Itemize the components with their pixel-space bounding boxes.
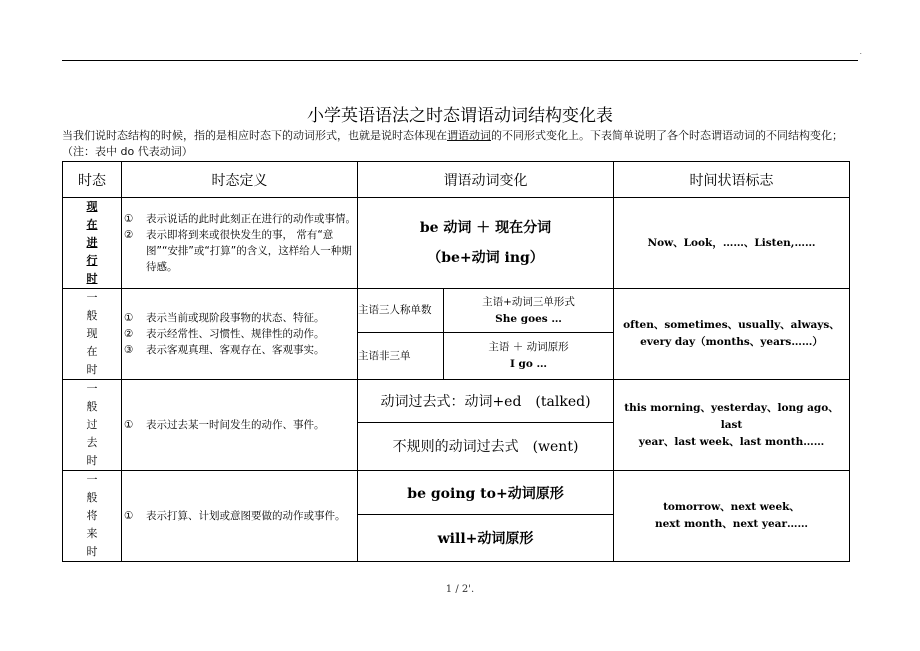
header-verb-change: 谓语动词变化 — [358, 162, 614, 198]
tense-char: 进 — [86, 236, 98, 249]
verb-change-past-irregular: 不规则的动词过去式 (went) — [358, 422, 614, 470]
item-number: ① — [124, 510, 134, 522]
definition-future — [122, 471, 358, 562]
tense-char: 一 — [86, 382, 98, 395]
tense-char: 在 — [86, 345, 98, 358]
verb-change-future-will: will+动词原形 — [358, 515, 614, 562]
adverbials-line: year、last week、last month…… — [638, 435, 825, 448]
item-text: 表示说话的此时此刻正在进行的动作或事情。 — [146, 213, 356, 225]
table-row-progressive — [63, 198, 850, 289]
definition-item — [122, 211, 357, 227]
adverbials-line: tomorrow、next week、 — [663, 501, 800, 513]
tense-label-present — [63, 289, 122, 380]
item-text: 表示即将到来或很快发生的事， 常有“意图”“安排”或“打算”的含义，这样给人一种期待感。 — [146, 229, 352, 273]
header-time-adverbials: 时间状语标志 — [614, 162, 850, 198]
tense-char: 时 — [86, 545, 98, 558]
tense-char: 般 — [86, 400, 98, 413]
tense-char: 去 — [86, 436, 98, 449]
item-text: 表示过去某一时间发生的动作、事件。 — [146, 419, 325, 431]
adverbials-future — [614, 471, 850, 562]
tense-char: 时 — [86, 363, 98, 376]
item-text: 表示打算、计划或意图要做的动作或事件。 — [146, 510, 346, 522]
corner-mark: . — [859, 46, 862, 56]
table-row-future — [63, 471, 850, 515]
tense-char: 现 — [86, 327, 98, 340]
verb-formula-note: （be+动词 ing） — [427, 250, 544, 266]
intro-text-before: 当我们说时态结构的时候，指的是相应时态下的动词形式，也就是说时态体现在 — [62, 129, 447, 142]
item-number: ③ — [124, 344, 134, 356]
definition-item — [122, 310, 357, 326]
tense-char: 般 — [86, 491, 98, 504]
verb-example: I go … — [509, 358, 548, 371]
definition-item — [122, 227, 357, 275]
tense-char: 一 — [86, 473, 98, 486]
header-definition: 时态定义 — [122, 162, 358, 198]
adverbials-line: every day（months、years……） — [640, 336, 823, 348]
tense-char: 将 — [86, 509, 98, 522]
tense-char: 来 — [86, 527, 98, 540]
subject-third-singular: 主语三人称单数 — [358, 289, 444, 333]
item-text: 表示客观真理、客观存在、客观事实。 — [146, 344, 325, 356]
item-number: ① — [124, 213, 134, 225]
tense-char: 行 — [86, 254, 98, 267]
intro-text-after: 的不同形式变化上。下表简单说明了各个时态谓语动词的不同结构变化；（注：表中 do 代表动词） — [62, 129, 843, 158]
verb-change-future-going-to: be going to+动词原形 — [358, 471, 614, 515]
header-rule — [62, 60, 858, 61]
verb-example: She goes … — [495, 312, 562, 325]
definition-item — [122, 508, 357, 524]
page-number: 1 / 2'. — [445, 584, 475, 595]
intro-underlined-term: 谓语动词 — [447, 129, 491, 142]
item-number: ① — [124, 312, 134, 324]
adverbials-present — [614, 289, 850, 380]
table-row-present — [63, 289, 850, 333]
tense-char: 在 — [86, 218, 98, 231]
adverbials-past — [614, 380, 850, 471]
verb-change-past-regular: 动词过去式：动词+ed (talked) — [358, 380, 614, 423]
item-text: 表示经常性、习惯性、规律性的动作。 — [146, 328, 325, 340]
verb-formula: 主语+动词三单形式 — [482, 295, 575, 308]
table-header-row — [63, 162, 850, 198]
verb-form-third-singular — [444, 289, 614, 333]
item-number: ① — [124, 419, 134, 431]
tense-char: 现 — [86, 200, 98, 213]
tense-label-future — [63, 471, 122, 562]
subject-non-third-singular: 主语非三单 — [358, 333, 444, 380]
verb-formula: 主语 ＋ 动词原形 — [488, 341, 569, 354]
table-row-past — [63, 380, 850, 423]
page-title: 小学英语语法之时态谓语动词结构变化表 — [307, 106, 613, 126]
tense-label-progressive — [63, 198, 122, 289]
tense-table — [62, 161, 850, 562]
adverbials-line: next month、next year…… — [654, 518, 808, 530]
verb-formula: be 动词 ＋ 现在分词 — [419, 220, 552, 236]
item-number: ② — [124, 328, 134, 340]
definition-progressive — [122, 198, 358, 289]
tense-char: 一 — [86, 291, 98, 304]
adverbials-progressive: Now、Look，……、Listen,…… — [614, 198, 850, 289]
definition-item — [122, 342, 357, 358]
item-text: 表示当前或现阶段事物的状态、特征。 — [146, 312, 325, 324]
verb-form-non-third-singular — [444, 333, 614, 380]
definition-present — [122, 289, 358, 380]
item-number: ② — [124, 229, 134, 241]
adverbials-line: this morning、yesterday、long ago、last — [624, 401, 839, 431]
definition-item — [122, 417, 357, 433]
tense-char: 时 — [86, 272, 98, 285]
adverbials-line: often、sometimes、usually、always、 — [623, 319, 840, 331]
intro-paragraph — [62, 128, 862, 159]
tense-char: 时 — [86, 454, 98, 467]
header-tense: 时态 — [63, 162, 122, 198]
definition-past — [122, 380, 358, 471]
tense-char: 过 — [86, 418, 98, 431]
verb-change-progressive — [358, 198, 614, 289]
definition-item — [122, 326, 357, 342]
tense-label-past — [63, 380, 122, 471]
tense-char: 般 — [86, 309, 98, 322]
